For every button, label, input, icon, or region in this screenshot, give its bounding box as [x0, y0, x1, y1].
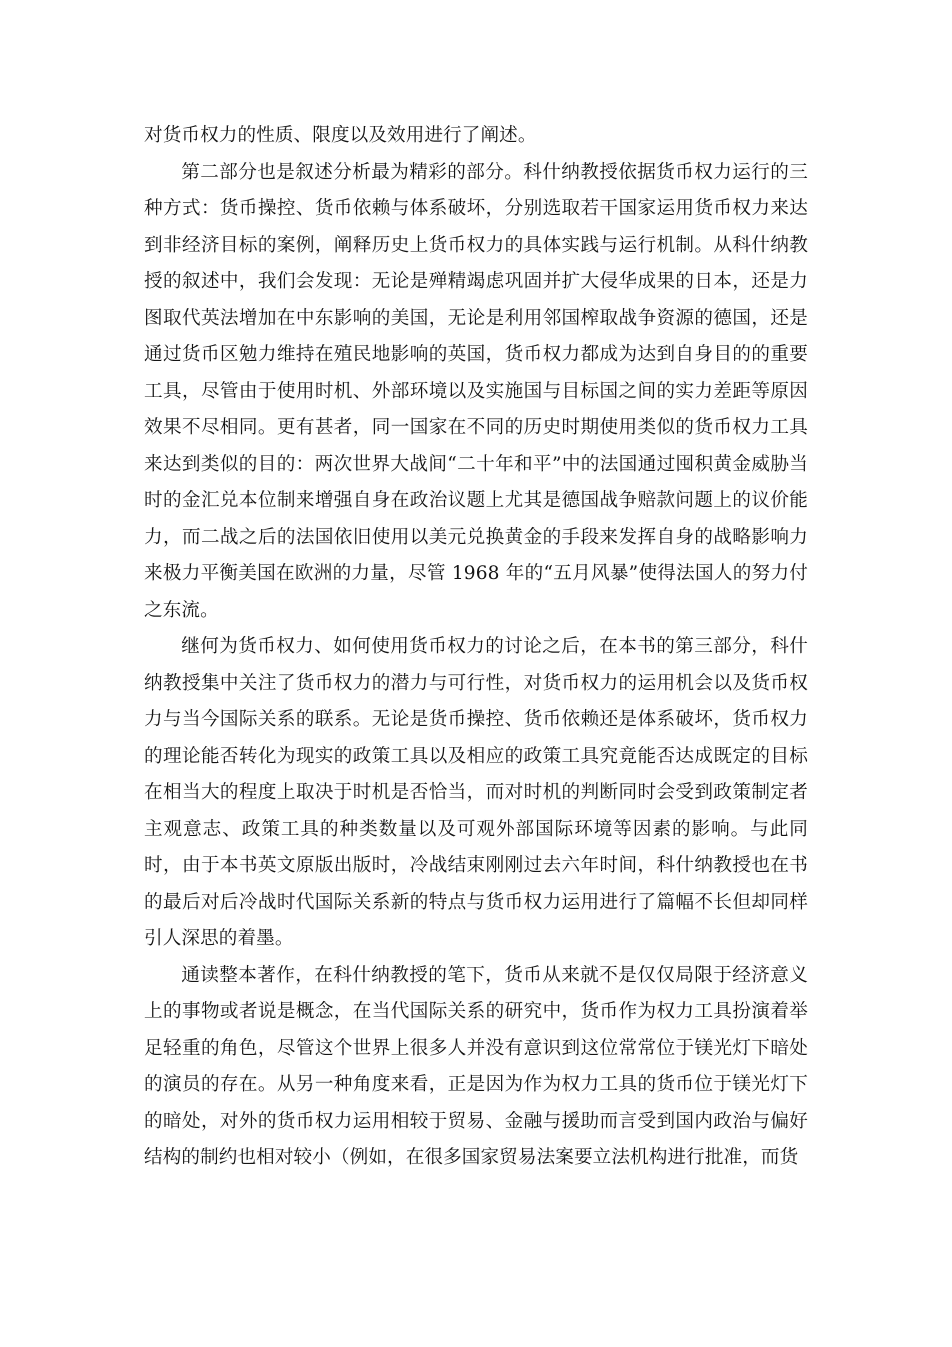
paragraph-part-two: 第二部分也是叙述分析最为精彩的部分。科什纳教授依据货币权力运行的三种方式：货币操控、货币依赖与体系破坏，分别选取若干国家运用货币权力来达到非经济目标的案例，阐释历史上货币权力的具体实践与运行机制。从科什纳教授的叙述中，我们会发现：无论是殚精竭虑巩固并扩大侵华成果的日本，还是力图取代英法增加在中东影响的美国，无论是利用邻国榨取战争资源的德国，还是通过货币区勉力维持在殖民地影响的英国，货币权力都成为达到自身目的的重要工具，尽管由于使用时机、外部环境以及实施国与目标国之间的实力差距等原因效果不尽相同。更有甚者，同一国家在不同的历史时期使用类似的货币权力工具来达到类似的目的：两次世界大战间“二十年和平”中的法国通过囤积黄金威胁当时的金汇兑本位制来增强自身在政治议题上尤其是德国战争赔款问题上的议价能力，而二战之后的法国依旧使用以美元兑换黄金的手段来发挥自身的战略影响力来极力平衡美国在欧洲的力量，尽管 1968 年的“五月风暴”使得法国人的努力付之东流。 — [144, 161, 808, 621]
body-text — [144, 118, 808, 1177]
paragraph-part-three: 继何为货币权力、如何使用货币权力的讨论之后，在本书的第三部分，科什纳教授集中关注了货币权力的潜力与可行性，对货币权力的运用机会以及货币权力与当今国际关系的联系。无论是货币操控、货币依赖还是体系破坏，货币权力的理论能否转化为现实的政策工具以及相应的政策工具究竟能否达成既定的目标在相当大的程度上取决于时机是否恰当，而对时机的判断同时会受到政策制定者主观意志、政策工具的种类数量以及可观外部国际环境等因素的影响。与此同时，由于本书英文原版出版时，冷战结束刚刚过去六年时间，科什纳教授也在书的最后对后冷战时代国际关系新的特点与货币权力运用进行了篇幅不长但却同样引人深思的着墨。 — [144, 636, 808, 949]
paragraph-continuation: 对货币权力的性质、限度以及效用进行了阐述。 — [144, 125, 537, 146]
paragraph-overview: 通读整本著作，在科什纳教授的笔下，货币从来就不是仅仅局限于经济意义上的事物或者说是概念，在当代国际关系的研究中，货币作为权力工具扮演着举足轻重的角色，尽管这个世界上很多人并没有意识到这位常常位于镁光灯下暗处的演员的存在。从另一种角度来看，正是因为作为权力工具的货币位于镁光灯下的暗处，对外的货币权力运用相较于贸易、金融与援助而言受到国内政治与偏好结构的制约也相对较小（例如，在很多国家贸易法案要立法机构进行批准，而货 — [144, 964, 808, 1168]
